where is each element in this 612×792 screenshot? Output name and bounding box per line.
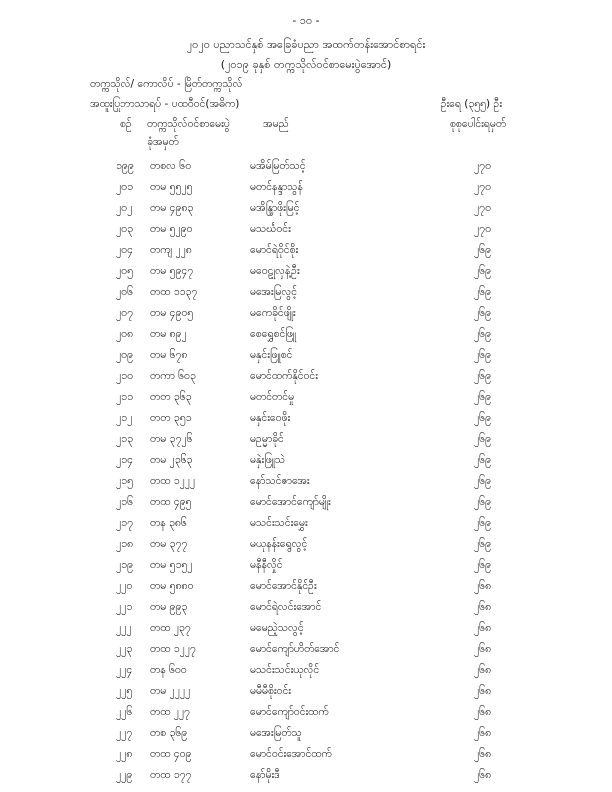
row-roll-number: တထ ၁၇၇	[150, 769, 192, 781]
table-row	[0, 517, 612, 538]
row-number: ၂၂၄	[116, 664, 133, 676]
row-number: ၂၂၆	[116, 706, 133, 718]
row-total-score: ၂၆၉	[474, 328, 491, 340]
table-row	[0, 496, 612, 517]
row-student-name: နော်သင်ဇာအေး	[250, 475, 310, 487]
row-roll-number: တထ ၂၂၇	[150, 706, 190, 718]
table-row	[0, 223, 612, 244]
row-number: ၂၂၃	[116, 643, 133, 655]
table-row	[0, 664, 612, 685]
row-roll-number: တမ ၅၉၄၇	[150, 265, 194, 277]
row-roll-number: တမ ၄၉၀၅	[150, 307, 194, 319]
row-number: ၂၂၈	[116, 748, 133, 760]
row-total-score: ၂၆၈	[474, 727, 492, 739]
row-number: ၂၁၄	[116, 454, 133, 466]
column-header-name: အမည်	[263, 118, 289, 130]
row-student-name: မမေညဲ့သလွင့်	[250, 622, 304, 634]
row-roll-number: တထ ၂၃၇	[150, 622, 191, 634]
table-row	[0, 475, 612, 496]
row-roll-number: တစ ၃၆၉	[150, 727, 188, 739]
row-roll-number: တစလ ၆၀	[150, 160, 192, 172]
row-number: ၂၁၈	[116, 538, 134, 550]
row-roll-number: တန ၃၈၆	[150, 517, 187, 529]
column-header-no: စဉ်	[120, 118, 132, 130]
row-student-name: မောင်ရဲဝိုင်စိုး	[250, 244, 299, 256]
row-total-score: ၂၆၈	[474, 643, 492, 655]
row-number: ၂၁၁	[116, 391, 133, 403]
row-total-score: ၂၆၈	[474, 601, 492, 613]
row-total-score: ၂၆၉	[474, 496, 491, 508]
table-row	[0, 328, 612, 349]
row-student-name: မအေးမြတ်သူ	[250, 727, 302, 739]
row-number: ၂၁၉	[116, 559, 133, 571]
row-student-name: နော်မိုးဒီ	[250, 769, 280, 781]
row-student-name: စေရွှေစင်ဖြူ	[250, 328, 297, 340]
row-total-score: ၂၇၀	[474, 202, 491, 214]
table-row	[0, 391, 612, 412]
row-number: ၂၀၇	[116, 307, 133, 319]
table-row	[0, 244, 612, 265]
row-number: ၂၂၂	[116, 622, 132, 634]
row-number: ၂၀၃	[116, 223, 133, 235]
row-number: ၂၀၅	[116, 265, 133, 277]
row-total-score: ၂၆၉	[474, 433, 491, 445]
document-title: ၂၀၂၀ ပညာသင်နှစ် အခြေခံပညာ အထက်တန်းအောင်စာရင်း	[186, 38, 426, 51]
row-student-name: မသင်္ဃဝင်း	[250, 223, 291, 235]
row-total-score: ၂၆၈	[474, 580, 492, 592]
table-row	[0, 748, 612, 769]
table-row	[0, 769, 612, 790]
row-number: ၂၀၆	[116, 286, 133, 298]
row-student-name: မောင်ထက်နိုင်ဝင်း	[250, 370, 318, 382]
row-student-name: မမီမီစိုးဝင်း	[250, 685, 291, 697]
table-row	[0, 706, 612, 727]
table-row	[0, 454, 612, 475]
row-number: ၂၂၇	[116, 727, 133, 739]
row-number: ၂၂၀	[116, 580, 133, 592]
row-roll-number: တမ ၈၉၂	[150, 328, 187, 340]
row-student-name: မောင်ရဲလင်းအောင်	[250, 601, 322, 613]
row-number: ၂၀၄	[116, 244, 133, 256]
table-row	[0, 181, 612, 202]
table-row	[0, 559, 612, 580]
row-student-name: မနှဲးဖြူသဲ	[250, 454, 286, 466]
row-roll-number: တမ ၅၈၈၀	[150, 580, 194, 592]
column-header-roll: တက္ကသိုလ်ဝင်စာမေးပွဲ	[147, 118, 230, 130]
row-number: ၂၁၃	[116, 433, 133, 445]
row-total-score: ၂၆၈	[474, 706, 492, 718]
row-student-name: မယုနန်းရွေလွင့်	[250, 538, 308, 550]
row-total-score: ၂၆၉	[474, 412, 491, 424]
document-subtitle: (၂၀၁၉ ခုနှစ် တက္ကသိုလ်ဝင်စာမေးပွဲအောင်)	[220, 58, 392, 71]
table-row	[0, 412, 612, 433]
row-roll-number: တထ ၄၉၅	[150, 496, 192, 508]
university-line: တက္ကသိုလ်/ ကောလိပ် - မြိတ်တက္ကသိုလ်	[90, 78, 243, 90]
row-total-score: ၂၇၀	[474, 181, 491, 193]
row-student-name: မကေခိုင်ဖျိုး	[250, 307, 296, 319]
row-number: ၂၂၉	[116, 769, 133, 781]
row-roll-number: တမ ၅၅၂၅	[150, 181, 193, 193]
row-roll-number: တထ ၁၂၂၇	[150, 643, 196, 655]
row-student-name: မတင်နန္ဒာသွန်	[250, 181, 303, 193]
row-student-name: မနှင်းဖြူစင်	[250, 349, 293, 361]
table-row	[0, 580, 612, 601]
row-roll-number: တမ ၂၃၆၃	[150, 454, 193, 466]
row-number: ၂၀၂	[116, 202, 133, 214]
row-roll-number: တမ ၂၂၂၂	[150, 685, 191, 697]
row-total-score: ၂၆၉	[474, 244, 491, 256]
row-student-name: မောင်အောင်နိုင်ဦး	[250, 580, 317, 592]
row-student-name: မအိန္ဒြာဖိုးမြင့်	[250, 202, 300, 214]
row-total-score: ၂၆၈	[474, 769, 492, 781]
row-roll-number: တတ ၃၅၁	[150, 412, 192, 424]
row-roll-number: တကျ ၂၂၈	[150, 244, 192, 256]
table-row	[0, 538, 612, 559]
row-total-score: ၂၆၈	[474, 622, 492, 634]
table-row	[0, 643, 612, 664]
row-roll-number: တထ ၁၂၂၂	[150, 475, 196, 487]
row-roll-number: တမ ၉၉၃	[150, 601, 188, 613]
row-roll-number: တထ ၄၀၉	[150, 748, 192, 760]
column-header-roll-number: ခုံအမှတ်	[147, 136, 179, 148]
page-number: - ၁၀ -	[292, 14, 320, 27]
row-roll-number: တမ ၃၇၂၆	[150, 433, 193, 445]
row-number: ၂၁၀	[116, 370, 133, 382]
row-total-score: ၂၆၉	[474, 475, 491, 487]
row-roll-number: တကာ ၆၀၃	[150, 370, 196, 382]
row-roll-number: တမ ၄၉၈၃	[150, 202, 194, 214]
table-row	[0, 265, 612, 286]
table-row	[0, 202, 612, 223]
row-total-score: ၂၆၉	[474, 391, 491, 403]
row-roll-number: တထ ၁၁၃၇	[150, 286, 198, 298]
row-roll-number: တန ၆၀၀	[150, 664, 187, 676]
row-roll-number: တမ ၅၂၉၀	[150, 223, 193, 235]
row-student-name: မသင်းသင်းမွှေး	[250, 517, 308, 529]
row-number: ၂၀၉	[116, 349, 133, 361]
row-total-score: ၂၆၉	[474, 370, 491, 382]
table-row	[0, 349, 612, 370]
table-row	[0, 370, 612, 391]
row-number: ၂၁၆	[116, 496, 133, 508]
row-roll-number: တမ ၅၁၅၂	[150, 559, 193, 571]
row-student-name: မောင်ဝင်းအောင်ထက်	[250, 748, 332, 760]
row-total-score: ၂၆၉	[474, 517, 491, 529]
row-student-name: မောင်ကျော်ဝင်းထက်	[250, 706, 329, 718]
row-student-name: မနှင်းဝေဖိုး	[250, 412, 291, 424]
row-student-name: မဥမ္မာခိုင်	[250, 433, 284, 445]
table-row	[0, 160, 612, 181]
row-student-name: မောင်ကျော်ဟိတ်အောင်	[250, 643, 340, 655]
row-total-score: ၂၇၀	[474, 160, 491, 172]
row-total-score: ၂၆၈	[474, 664, 492, 676]
results-table	[0, 160, 612, 790]
table-row	[0, 685, 612, 706]
table-row	[0, 307, 612, 328]
table-row	[0, 727, 612, 748]
row-number: ၁၉၉	[116, 160, 134, 172]
row-total-score: ၂၆၉	[474, 286, 491, 298]
row-total-score: ၂၆၈	[474, 748, 492, 760]
row-student-name: မသင်းသင်းယုလိုင်	[250, 664, 320, 676]
row-total-score: ၂၇၀	[474, 223, 491, 235]
row-number: ၂၁၅	[116, 475, 133, 487]
capacity-line: ဦးရေ (၃၅၅) ဦး	[440, 98, 502, 110]
table-row	[0, 601, 612, 622]
row-student-name: မအေးမြလွင့်	[250, 286, 298, 298]
row-student-name: မအိမ်မြတ်သင့်	[250, 160, 306, 172]
row-roll-number: တတ ၃၆၃	[150, 391, 192, 403]
specialization-line: အထူးပြုဘာသာရပ် - ပထဝီဝင်(အဓိက)	[90, 98, 240, 110]
row-total-score: ၂၆၉	[474, 307, 491, 319]
row-total-score: ၂၆၉	[474, 454, 491, 466]
row-total-score: ၂၆၉	[474, 265, 491, 277]
row-roll-number: တမ ၆၇၈	[150, 349, 188, 361]
row-student-name: မဝေဠုလှနဲ့ဦး	[250, 265, 300, 277]
row-total-score: ၂၆၉	[474, 538, 491, 550]
table-row	[0, 286, 612, 307]
row-number: ၂၀၈	[116, 328, 134, 340]
column-header-total: စုစုပေါင်းရမှတ်	[450, 118, 507, 130]
row-total-score: ၂၆၉	[474, 349, 491, 361]
row-total-score: ၂၆၈	[474, 685, 492, 697]
row-student-name: မနီနီလှိုင်	[250, 559, 283, 571]
row-number: ၂၀၁	[116, 181, 133, 193]
row-roll-number: တမ ၃၇၇	[150, 538, 188, 550]
table-row	[0, 433, 612, 454]
row-number: ၂၂၅	[116, 685, 133, 697]
row-student-name: မတင်တင်မှု	[250, 391, 295, 403]
row-student-name: မောင်အောင်ကျော်မျိုး	[250, 496, 331, 508]
row-number: ၂၁၂	[116, 412, 133, 424]
row-number: ၂၁၇	[116, 517, 133, 529]
row-total-score: ၂၆၉	[474, 559, 491, 571]
table-row	[0, 622, 612, 643]
row-number: ၂၂၁	[116, 601, 133, 613]
